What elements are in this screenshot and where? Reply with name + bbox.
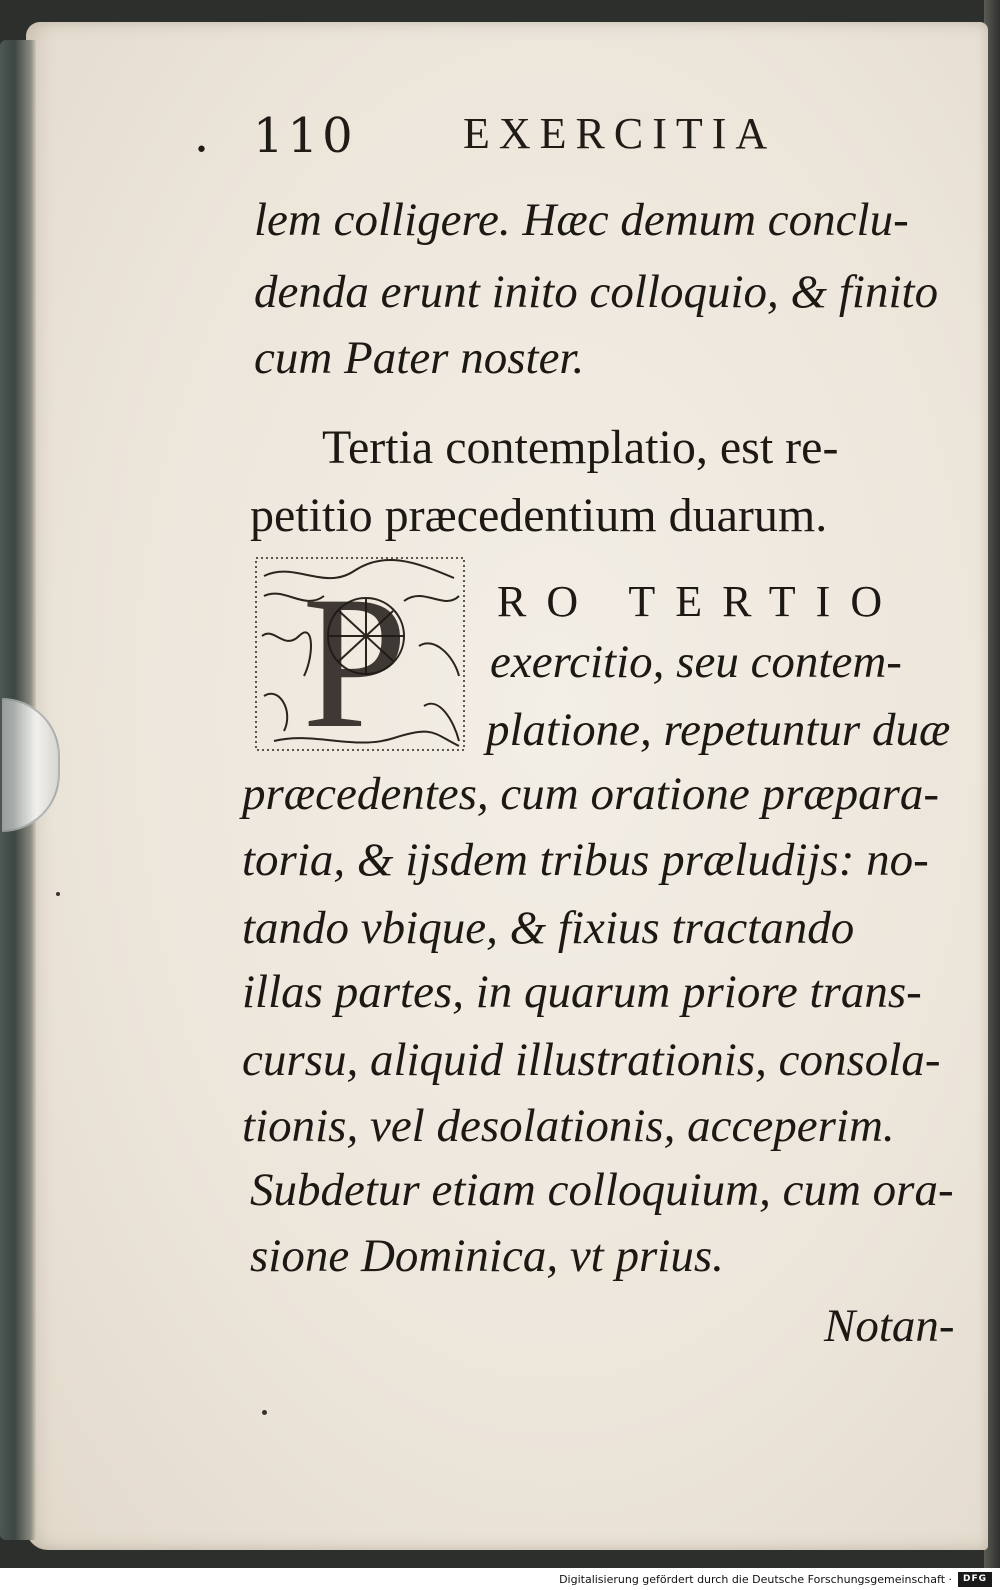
body-line: cursu, aliquid illustrationis, consola- (242, 1034, 941, 1086)
body-line: illas partes, in quarum priore trans- (242, 966, 922, 1018)
dfg-logo-icon: DFG (958, 1572, 992, 1587)
body-line: præcedentes, cum oratione præpara- (242, 768, 940, 820)
decorated-initial (254, 556, 466, 752)
body-line: sione Dominica, vt prius. (250, 1230, 724, 1282)
initial-letter: P (302, 558, 408, 752)
running-head: EXERCITIA (463, 109, 777, 158)
page-header (195, 108, 895, 168)
body-line: lem colligere. Hæc demum conclu- (254, 194, 909, 246)
section-heading-line: Tertia contemplatio, est re- (322, 421, 839, 474)
opening-capitals: RO TERTIO (497, 577, 903, 626)
body-line: tando vbique, & fixius tractando (242, 902, 855, 954)
catchword: Notan- (824, 1300, 955, 1352)
section-heading-line: petitio præcedentium duarum. (250, 489, 828, 542)
body-line: platione, repetuntur duæ (486, 704, 951, 756)
footer-bar (0, 1568, 1000, 1590)
body-line: Subdetur etiam colloquium, cum ora- (250, 1164, 954, 1216)
ink-speck (56, 892, 60, 896)
footer-credit: Digitalisierung gefördert durch die Deutsche Forschungsgemeinschaft · (559, 1573, 952, 1586)
page-number: 110 (253, 108, 357, 164)
body-line: exercitio, seu contem- (490, 636, 902, 688)
header-mark: • (195, 138, 208, 163)
body-line: cum Pater noster. (254, 332, 585, 384)
body-line: denda erunt inito colloquio, & finito (254, 266, 939, 318)
body-line: toria, & ijsdem tribus præludijs: no- (242, 834, 929, 886)
body-line: tionis, vel desolationis, acceperim. (242, 1100, 895, 1152)
ink-speck (262, 1410, 267, 1415)
